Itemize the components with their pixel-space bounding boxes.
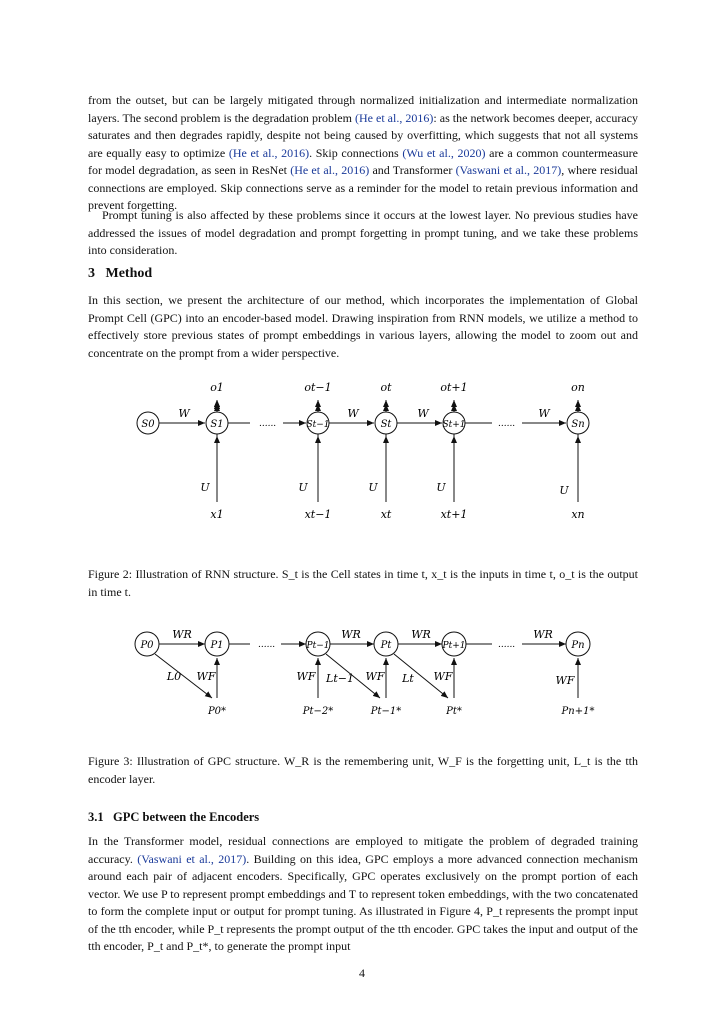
output-label: Pt* — [446, 706, 462, 717]
subsection-3-1-paragraph — [88, 833, 638, 956]
state-label: S1 — [210, 419, 224, 430]
layer-label: L0 — [166, 670, 182, 683]
citation-link[interactable]: (He et al., 2016) — [290, 163, 370, 177]
state-label: St+1 — [442, 420, 466, 430]
wf-label: WF — [433, 670, 453, 683]
intro-paragraph-2 — [88, 207, 638, 260]
intro-text: . Skip connections — [309, 145, 403, 160]
intro-paragraph-1 — [88, 92, 638, 215]
citation-link[interactable]: (He et al., 2016) — [228, 145, 310, 160]
output-label: on — [571, 381, 585, 394]
caption-text: Illustration of GPC structure. W_R is the remembering unit, W_F is the forgetting unit, L_t is the tth encoder layer. — [88, 754, 638, 786]
output-label: P0* — [207, 706, 227, 717]
citation-link[interactable]: (He et al., 2016) — [354, 110, 434, 125]
ellipsis: ...... — [498, 640, 516, 650]
intro-text: and Transformer — [369, 163, 456, 177]
wf-label: WF — [196, 670, 216, 683]
wr-label: WR — [411, 628, 431, 641]
output-label: o1 — [210, 381, 224, 394]
output-label: ot−1 — [304, 381, 332, 394]
input-label: xn — [571, 508, 585, 521]
state-label: St−1 — [306, 420, 330, 430]
node-label: Pt−1 — [306, 641, 330, 651]
intro-text: , where residual connections are employed. Skip connections serve as a reminder for the model to retain previous information and prevent forgetting. — [88, 163, 638, 212]
w-label: W — [178, 407, 190, 420]
caption-label: Figure 3: — [88, 754, 133, 768]
citation-link[interactable]: (Vaswani et al., 2017) — [137, 851, 247, 866]
citation-link[interactable]: (Vaswani et al., 2017) — [455, 163, 562, 177]
citation-link[interactable]: (Wu et al., 2020) — [402, 145, 486, 160]
node-label: P0 — [140, 640, 154, 651]
output-label: Pt−2* — [302, 706, 334, 717]
node-label: P1 — [210, 640, 224, 651]
layer-label: Lt−1 — [326, 672, 354, 685]
u-label: U — [559, 484, 569, 497]
intro-text: : as the network becomes deeper, accuracy saturates and then degrades rapidly, despite not being caused by overfitting, which suggests that not all systems are equally easy to optimize — [88, 110, 638, 160]
wr-label: WR — [341, 628, 361, 641]
w-label: W — [538, 407, 550, 420]
output-label: Pt−1* — [370, 706, 402, 717]
caption-label: Figure 2: — [88, 567, 133, 581]
body-text: In the Transformer model, residual connections are employed to mitigate the problem of degraded training accuracy. — [88, 834, 638, 866]
state-label: St — [380, 419, 392, 430]
section-heading — [88, 266, 152, 282]
ellipsis: ...... — [498, 419, 516, 429]
u-label: U — [200, 481, 210, 494]
layer-label: Lt — [402, 672, 414, 685]
node-label: Pn — [571, 640, 585, 651]
figure-2-caption — [88, 566, 638, 601]
output-label: ot — [380, 381, 392, 394]
section-title: Method — [105, 266, 153, 281]
output-label: Pn+1* — [561, 706, 595, 717]
caption-text: Illustration of RNN structure. S_t is the Cell states in time t, x_t is the inputs in time t, o_t is the output in time t. — [88, 567, 639, 599]
w-label: W — [417, 407, 429, 420]
input-label: xt−1 — [304, 508, 332, 521]
wf-label: WF — [365, 670, 385, 683]
wf-label: WF — [555, 674, 575, 687]
rnn-diagram — [88, 372, 638, 532]
gpc-diagram — [88, 622, 638, 732]
ellipsis: ...... — [258, 640, 276, 650]
u-label: U — [298, 481, 308, 494]
body-text: . Building on this idea, GPC employs a more advanced connection mechanism around each pair of adjacent encoders. Specifically, GPC operates exclusively on the prompt portion of each vector. We use P to represent prompt embeddings and T to represent token embeddings, with the two concatenated to form the complete input or output for prompt tuning. As illustrated in Figure 4, P_t represents the prompt input of the tth encoder, while P_t represents the prompt output of the tth encoder. GPC takes the input and output of the tth encoder, P_t and P_t*, to generate the prompt input — [88, 851, 638, 953]
intro-text: are a common countermeasure for model degradation, as seen in ResNet — [88, 145, 638, 177]
subsection-heading — [88, 810, 259, 825]
node-label: Pt — [380, 640, 392, 651]
wr-label: WR — [533, 628, 553, 641]
input-label: x1 — [210, 508, 224, 521]
u-label: U — [436, 481, 446, 494]
ellipsis: ...... — [259, 419, 277, 429]
intro-text: Prompt tuning is also affected by these problems since it occurs at the lowest layer. No previous studies have addressed the issues of model degradation and prompt forgetting in prompt tuning, and we take these problems into consideration. — [88, 208, 638, 257]
node-label: Pt+1 — [442, 641, 466, 651]
wr-label: WR — [172, 628, 192, 641]
w-label: W — [347, 407, 359, 420]
subsection-number: 3.1 — [88, 810, 104, 824]
intro-text: from the outset, but can be largely mitigated through normalized initialization and intermediate normalization layers. The second problem is the degradation problem — [88, 93, 638, 125]
page-number: 4 — [359, 966, 365, 980]
figure-3-caption — [88, 753, 638, 788]
input-label: xt+1 — [440, 508, 468, 521]
u-label: U — [368, 481, 378, 494]
subsection-title: GPC between the Encoders — [113, 810, 260, 824]
section-number: 3 — [88, 266, 95, 281]
state-label: S0 — [141, 419, 155, 430]
state-label: Sn — [571, 419, 585, 430]
section-3-paragraph: In this section, we present the architecture of our method, which incorporates the implementation of Global Prompt Cell (GPC) into an encoder-based model. Drawing inspiration from RNN models, we utilize a method to effectively store previous states of prompt embeddings in various layers, allowing the model to zoom out and concentrate on the prompt from a wider perspective. — [88, 293, 638, 360]
output-label: ot+1 — [440, 381, 468, 394]
input-label: xt — [380, 508, 392, 521]
wf-label: WF — [296, 670, 316, 683]
